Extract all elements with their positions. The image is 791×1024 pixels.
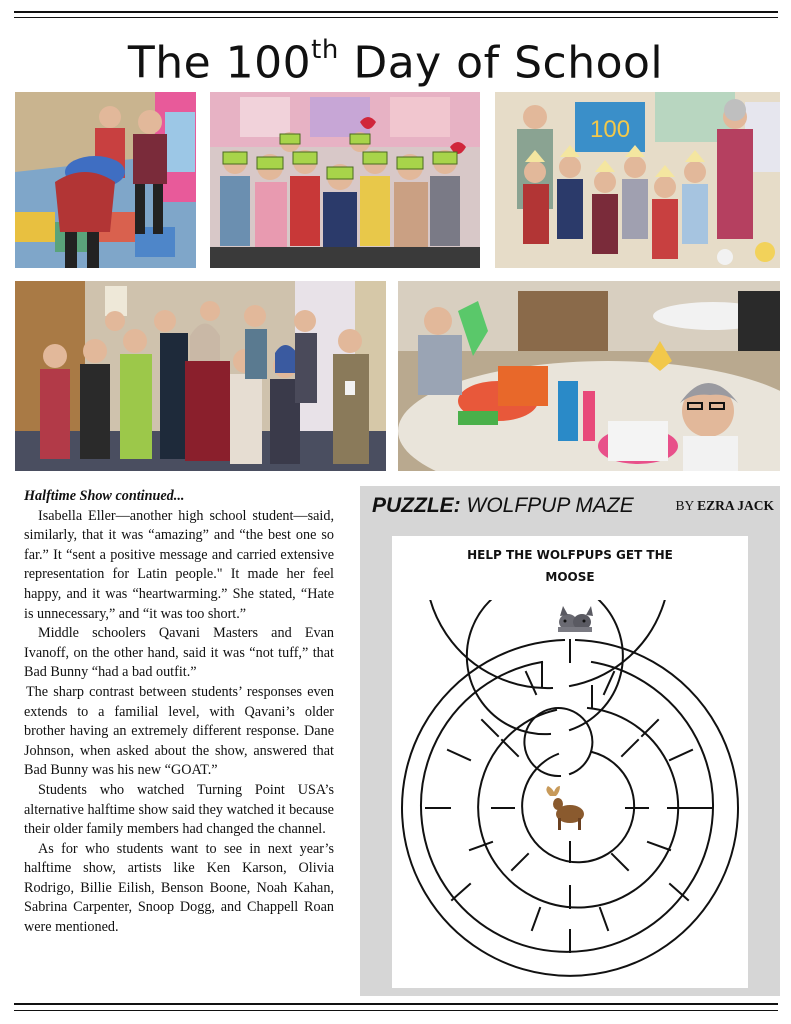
puzzle-name: WOLFPUP MAZE <box>466 494 634 517</box>
title-superscript: th <box>311 35 339 65</box>
maze-instructions <box>392 544 748 588</box>
puzzle-byline <box>675 498 774 514</box>
title-main: The 100 <box>127 37 312 89</box>
page-title <box>0 22 791 96</box>
wolfpups-icon <box>558 606 593 632</box>
photo-craft-table <box>398 281 780 471</box>
puzzle-label: PUZZLE: <box>372 494 461 517</box>
photo-students-green-glasses <box>210 92 480 268</box>
puzzle-title <box>372 494 634 518</box>
article-paragraph: Middle schoolers Qavani Masters and Evan Ivanoff, on the other hand, said it was “not tuff,” that Bad Bunny “had a bad outfit.” <box>24 625 334 681</box>
maze-instruction-line1: HELP THE WOLFPUPS GET THE <box>467 548 673 562</box>
bottom-rule <box>14 1003 778 1005</box>
article-paragraph: Students who watched Turning Point USA’s alternative halftime show said they watched it because their older family members had changed the channel. <box>24 781 334 838</box>
maze-card <box>392 536 748 988</box>
article-halftime-continued <box>24 487 334 938</box>
svg-text:100: 100 <box>590 116 631 143</box>
article-paragraph: The sharp contrast between students’ responses even extends to a familial level, with Qavani’s older brother having an extremely different response. Dane Johnson, when asked about the show, answered that Bad Bunny was his new “GOAT.” <box>24 683 334 779</box>
byline-prefix: BY <box>675 498 694 513</box>
title-rest: Day of School <box>338 37 664 89</box>
puzzle-panel <box>360 486 780 996</box>
photo-older-students-dressed-up <box>15 281 386 471</box>
maze-instruction-line2: MOOSE <box>545 570 595 584</box>
article-heading: Halftime Show continued... <box>24 488 185 504</box>
article-paragraph: Isabella Eller—another high school student—said, similarly, that it was “amazing” and “the best one so far.” It “sent a positive message and carried extensive representation for Latin people." It made her feel happy, and it was “heartwarming.” She stated, “Hate is unnecessary,” and “it was too short.” <box>24 507 334 622</box>
bottom-rule-thin <box>14 1010 778 1011</box>
photo-hallway-student <box>15 92 196 268</box>
maze <box>392 600 748 980</box>
photo-classroom-crowns <box>495 92 780 268</box>
moose-icon <box>546 786 584 830</box>
maze-walls <box>402 600 738 976</box>
top-rule <box>14 11 778 13</box>
top-rule-thin <box>14 17 778 18</box>
puzzle-author: EZRA JACK <box>697 498 774 513</box>
article-paragraph: As for who students want to see in next year’s halftime show, artists like Ken Karson, Olivia Rodrigo, Billie Eilish, Benson Boone, Noah Kahan, Sabrina Carpenter, Snoop Dogg, and Chappell Roan were mentioned. <box>24 840 334 936</box>
